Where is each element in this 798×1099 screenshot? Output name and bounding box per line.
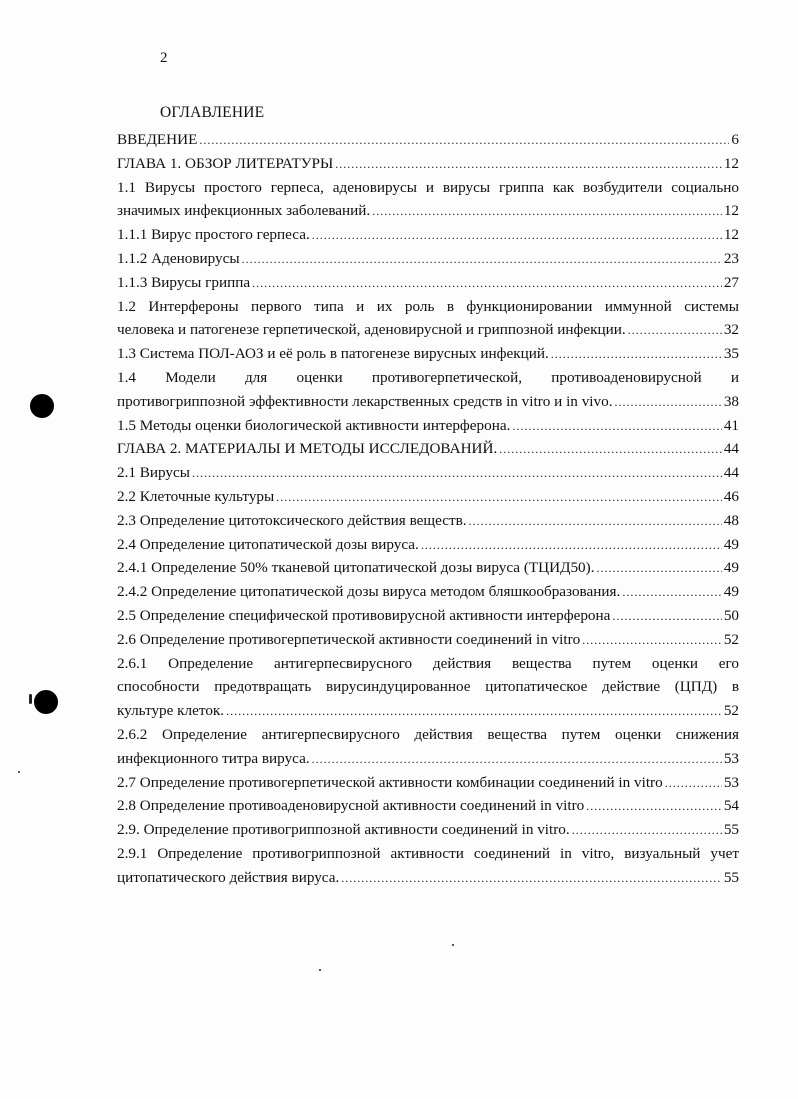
dot-leader: [597, 561, 722, 576]
toc-entry-page: 41: [723, 416, 739, 434]
toc-entry: [117, 869, 739, 893]
toc-entry: [117, 750, 739, 774]
toc-entry-page: 6: [731, 131, 739, 148]
toc-entry-page: 27: [723, 273, 739, 291]
toc-entry-title: ГЛАВА 1. ОБЗОР ЛИТЕРАТУРЫ: [117, 154, 334, 172]
dot-leader: [312, 228, 722, 243]
scan-speck: [29, 694, 32, 704]
toc-entry-line: 1.4 Модели для оценки противогерпетической, противоаденовирусной и: [117, 368, 739, 386]
toc-entry: [117, 131, 739, 155]
toc-entry-title: значимых инфекционных заболеваний.: [117, 202, 371, 220]
toc-title: ОГЛАВЛЕНИЕ: [160, 104, 265, 121]
toc-entry-page: 23: [723, 249, 739, 267]
toc-entry-page: 46: [723, 487, 739, 505]
toc-entry-title: 2.6 Определение противогерпетической активности соединений in vitro: [117, 630, 581, 648]
toc-entry: [117, 821, 739, 845]
dot-leader: [252, 276, 722, 291]
dot-leader: [199, 133, 729, 148]
toc-entry-page: 12: [723, 154, 739, 172]
toc-entry-title: 1.1.2 Аденовирусы: [117, 249, 240, 267]
toc-entry: [117, 559, 739, 583]
dot-leader: [335, 157, 722, 172]
toc-entry: [117, 774, 739, 798]
toc-entry: [117, 202, 739, 226]
toc-entry-title: человека и патогенезе герпетической, аденовирусной и гриппозной инфекции.: [117, 321, 626, 339]
toc-entry-title: 2.9. Определение противогриппозной активности соединений in vitro.: [117, 821, 570, 839]
dot-leader: [421, 538, 722, 553]
toc-entry-title: 2.4 Определение цитопатической дозы вируса.: [117, 535, 419, 553]
dot-leader: [276, 490, 722, 505]
toc-entry: [117, 226, 739, 250]
toc-entry-page: 49: [723, 583, 739, 601]
toc-entry-title: 1.5 Методы оценки биологической активности интерферона.: [117, 416, 511, 434]
toc-entry-title: 2.7 Определение противогерпетической активности комбинации соединений in vitro: [117, 773, 663, 791]
dot-leader: [622, 585, 722, 600]
dot-leader: [469, 514, 722, 529]
toc-entry-title: ГЛАВА 2. МАТЕРИАЛЫ И МЕТОДЫ ИССЛЕДОВАНИЙ.: [117, 440, 498, 458]
toc-entry-page: 32: [723, 321, 739, 339]
toc-entry-page: 12: [723, 226, 739, 244]
toc-entry: [117, 250, 739, 274]
dot-leader: [512, 419, 721, 434]
dot-leader: [615, 395, 722, 410]
toc-entry-line: способности предотвращать вирусиндуцированное цитопатическое действие (ЦПД) в: [117, 678, 739, 696]
toc-entry-page: 38: [723, 392, 739, 410]
toc-entry-title: 2.5 Определение специфической противовирусной активности интерферона: [117, 606, 611, 624]
toc-entry-title: 1.1.3 Вирусы гриппа: [117, 273, 251, 291]
toc-entry-title: 1.1.1 Вирус простого герпеса.: [117, 226, 310, 244]
toc-entry: [117, 464, 739, 488]
dot-leader: [612, 609, 721, 624]
toc-entry-page: 44: [723, 440, 739, 458]
toc-entry-title: 2.4.1 Определение 50% тканевой цитопатической дозы вируса (ТЦИД50).: [117, 559, 595, 577]
toc-entry: [117, 607, 739, 631]
punch-hole: [30, 394, 54, 418]
toc-entry: [117, 512, 739, 536]
toc-entry-page: 35: [723, 345, 739, 363]
toc-entry: [117, 631, 739, 655]
dot-leader: [572, 823, 722, 838]
toc-entry-line: 1.2 Интерфероны первого типа и их роль в функционировании иммунной системы: [117, 297, 739, 315]
toc-entry: [117, 488, 739, 512]
toc-entry-title: 1.3 Система ПОЛ-АОЗ и её роль в патогенезе вирусных инфекций.: [117, 345, 549, 363]
toc-entry: [117, 536, 739, 560]
toc-entry: [117, 321, 739, 345]
dot-leader: [226, 704, 722, 719]
toc-entry-page: 49: [723, 559, 739, 577]
toc-entry-title: ВВЕДЕНИЕ: [117, 131, 198, 148]
table-of-contents: [117, 131, 739, 893]
toc-entry: [117, 797, 739, 821]
toc-entry-page: 12: [723, 202, 739, 220]
toc-entry-title: 2.4.2 Определение цитопатической дозы вируса методом бляшкообразования.: [117, 583, 621, 601]
dot-leader: [372, 204, 722, 219]
toc-entry-title: инфекционного титра вируса.: [117, 749, 310, 767]
dot-leader: [586, 799, 722, 814]
dot-leader: [341, 871, 722, 886]
toc-entry-line: 1.1 Вирусы простого герпеса, аденовирусы и вирусы гриппа как возбудители социально: [117, 178, 739, 196]
toc-entry-page: 55: [723, 868, 739, 886]
scan-speck: [319, 969, 321, 971]
dot-leader: [582, 633, 722, 648]
toc-entry-line: 2.6.2 Определение антигерпесвирусного действия вещества путем оценки снижения: [117, 725, 739, 743]
toc-entry-page: 54: [723, 797, 739, 815]
toc-entry-title: цитопатического действия вируса.: [117, 868, 340, 886]
toc-entry: [117, 393, 739, 417]
toc-entry-title: противогриппозной эффективности лекарственных средств in vitro и in vivo.: [117, 392, 613, 410]
toc-entry: [117, 274, 739, 298]
toc-entry-page: 55: [723, 821, 739, 839]
toc-entry: [117, 345, 739, 369]
scan-speck: [452, 944, 454, 946]
dot-leader: [628, 323, 722, 338]
dot-leader: [551, 347, 722, 362]
toc-entry-page: 53: [723, 749, 739, 767]
scan-speck: [18, 771, 20, 773]
toc-entry: [117, 583, 739, 607]
toc-entry-title: 2.2 Клеточные культуры: [117, 487, 275, 505]
toc-entry-page: 52: [723, 630, 739, 648]
toc-entry-title: 2.8 Определение противоаденовирусной активности соединений in vitro: [117, 797, 585, 815]
dot-leader: [242, 252, 722, 267]
toc-entry-page: 53: [723, 773, 739, 791]
toc-entry-page: 48: [723, 511, 739, 529]
dot-leader: [499, 442, 722, 457]
toc-entry: [117, 155, 739, 179]
toc-entry-title: 2.3 Определение цитотоксического действия веществ.: [117, 511, 467, 529]
punch-hole: [34, 690, 58, 714]
toc-entry-page: 52: [723, 702, 739, 720]
toc-entry-page: 50: [723, 606, 739, 624]
dot-leader: [665, 776, 722, 791]
toc-entry-title: 2.1 Вирусы: [117, 464, 190, 482]
toc-entry-title: культуре клеток.: [117, 702, 225, 720]
toc-entry: [117, 440, 739, 464]
toc-entry: [117, 417, 739, 441]
dot-leader: [312, 752, 722, 767]
toc-entry-line: 2.6.1 Определение антигерпесвирусного действия вещества путем оценки его: [117, 654, 739, 672]
page-number: 2: [160, 50, 168, 66]
toc-entry-line: 2.9.1 Определение противогриппозной активности соединений in vitro, визуальный учет: [117, 844, 739, 862]
toc-entry-page: 44: [723, 464, 739, 482]
toc-entry: [117, 702, 739, 726]
dot-leader: [192, 466, 722, 481]
toc-entry-page: 49: [723, 535, 739, 553]
